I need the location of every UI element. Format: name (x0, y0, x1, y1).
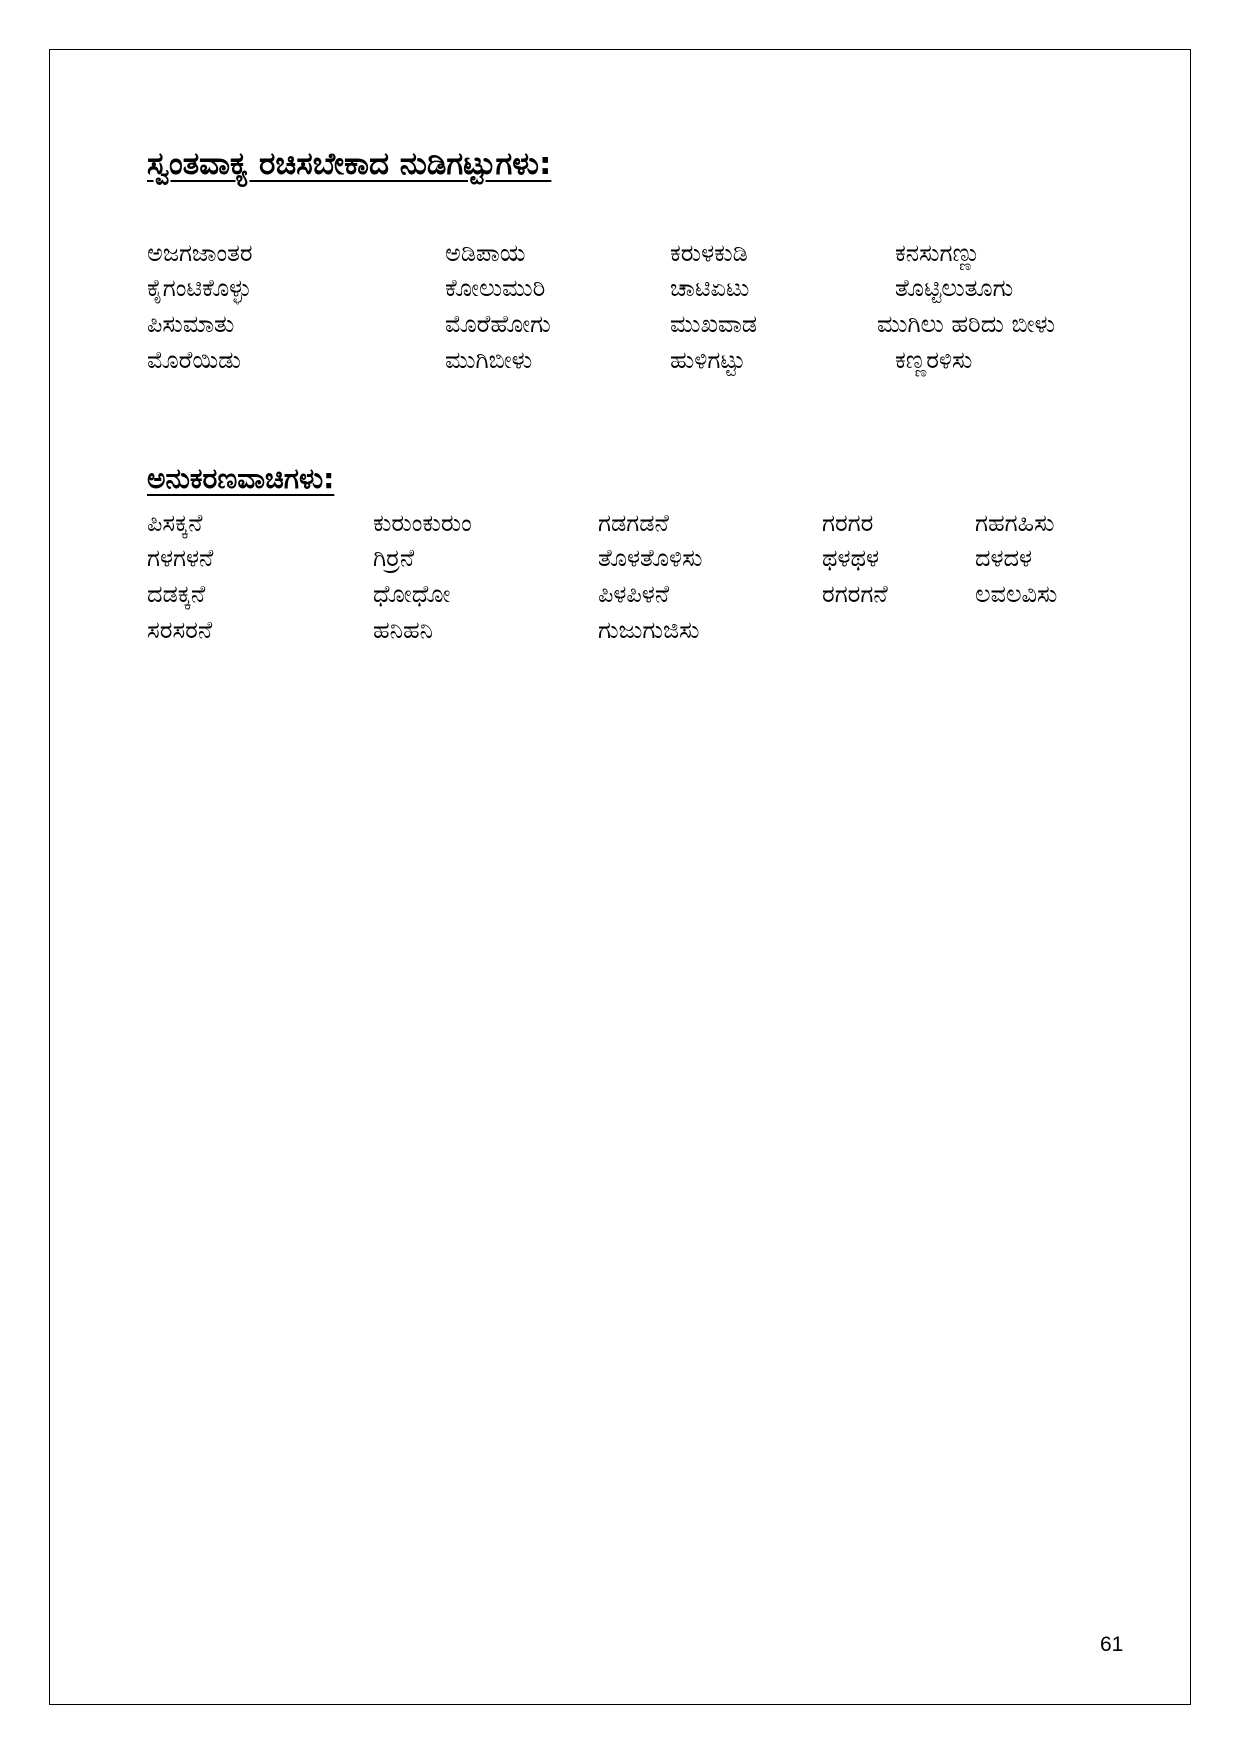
onomatopoeia-word: ಗುಜುಗುಜಿಸು (598, 616, 700, 644)
page-number: 61 (1100, 1633, 1124, 1656)
idiom-word: ಕೈಗಂಟಿಕೊಳ್ಳು (147, 274, 252, 302)
idiom-word: ಅಡಿಪಾಯ (445, 239, 526, 267)
onomatopoeia-word: ಗರಗರ (822, 509, 874, 537)
idiom-word: ಮೊರೆಯಿಡು (147, 346, 242, 374)
idiom-word: ಮೊರೆಹೋಗು (445, 310, 551, 338)
onomatopoeia-word: ಪಿಳಪಿಳನೆ (598, 580, 670, 608)
onomatopoeia-word: ಥಳಥಳ (822, 544, 880, 572)
onomatopoeia-word: ಗಿರ್ರನೆ (373, 544, 415, 572)
onomatopoeia-word: ಧೋಧೋ (373, 580, 451, 608)
section-heading-idioms: ಸ್ವಂತವಾಕ್ಯ ರಚಿಸಬೇಕಾದ ನುಡಿಗಟ್ಟುಗಳು: (147, 146, 552, 182)
onomatopoeia-word: ದಡಕ್ಕನೆ (147, 580, 206, 608)
idiom-word: ಕನಸುಗಣ್ಣು (895, 239, 981, 267)
onomatopoeia-word: ದಳದಳ (975, 544, 1033, 572)
idiom-word: ಮುಖವಾಡ (670, 310, 758, 338)
idiom-word: ಮುಗಿಬೀಳು (445, 346, 533, 374)
idiom-word: ತೊಟ್ಟಿಲುತೂಗು (895, 274, 1014, 302)
idiom-word: ಅಜಗಜಾಂತರ (147, 239, 253, 267)
idiom-word: ಕರುಳಕುಡಿ (670, 239, 748, 267)
idiom-word: ಕಣ್ಣರಳಿಸು (895, 346, 973, 374)
onomatopoeia-word: ಲವಲವಿಸು (975, 580, 1058, 608)
idiom-word: ಕೋಲುಮುರಿ (445, 274, 546, 302)
onomatopoeia-word: ಕುರುಂಕುರುಂ (373, 509, 472, 537)
idiom-word: ಚಾಟಿಏಟು (670, 274, 750, 302)
onomatopoeia-word: ಪಿಸಕ್ಕನೆ (147, 509, 203, 537)
onomatopoeia-word: ಗಹಗಹಿಸು (975, 509, 1055, 537)
onomatopoeia-word: ಹನಿಹನಿ (373, 616, 433, 644)
onomatopoeia-word: ತೊಳತೊಳಿಸು (598, 544, 703, 572)
onomatopoeia-word: ಸರಸರನೆ (147, 616, 213, 644)
section-heading-onomatopoeia: ಅನುಕರಣವಾಚಿಗಳು: (147, 462, 335, 495)
onomatopoeia-word: ಗಳಗಳನೆ (147, 544, 214, 572)
idiom-word: ಮುಗಿಲು ಹರಿದು ಬೀಳು (877, 310, 1056, 338)
idiom-word: ಪಿಸುಮಾತು (147, 310, 235, 338)
idiom-word: ಹುಳಿಗಟ್ಟು (670, 346, 746, 374)
onomatopoeia-word: ಗಡಗಡನೆ (598, 509, 669, 537)
onomatopoeia-word: ರಗರಗನೆ (822, 580, 888, 608)
